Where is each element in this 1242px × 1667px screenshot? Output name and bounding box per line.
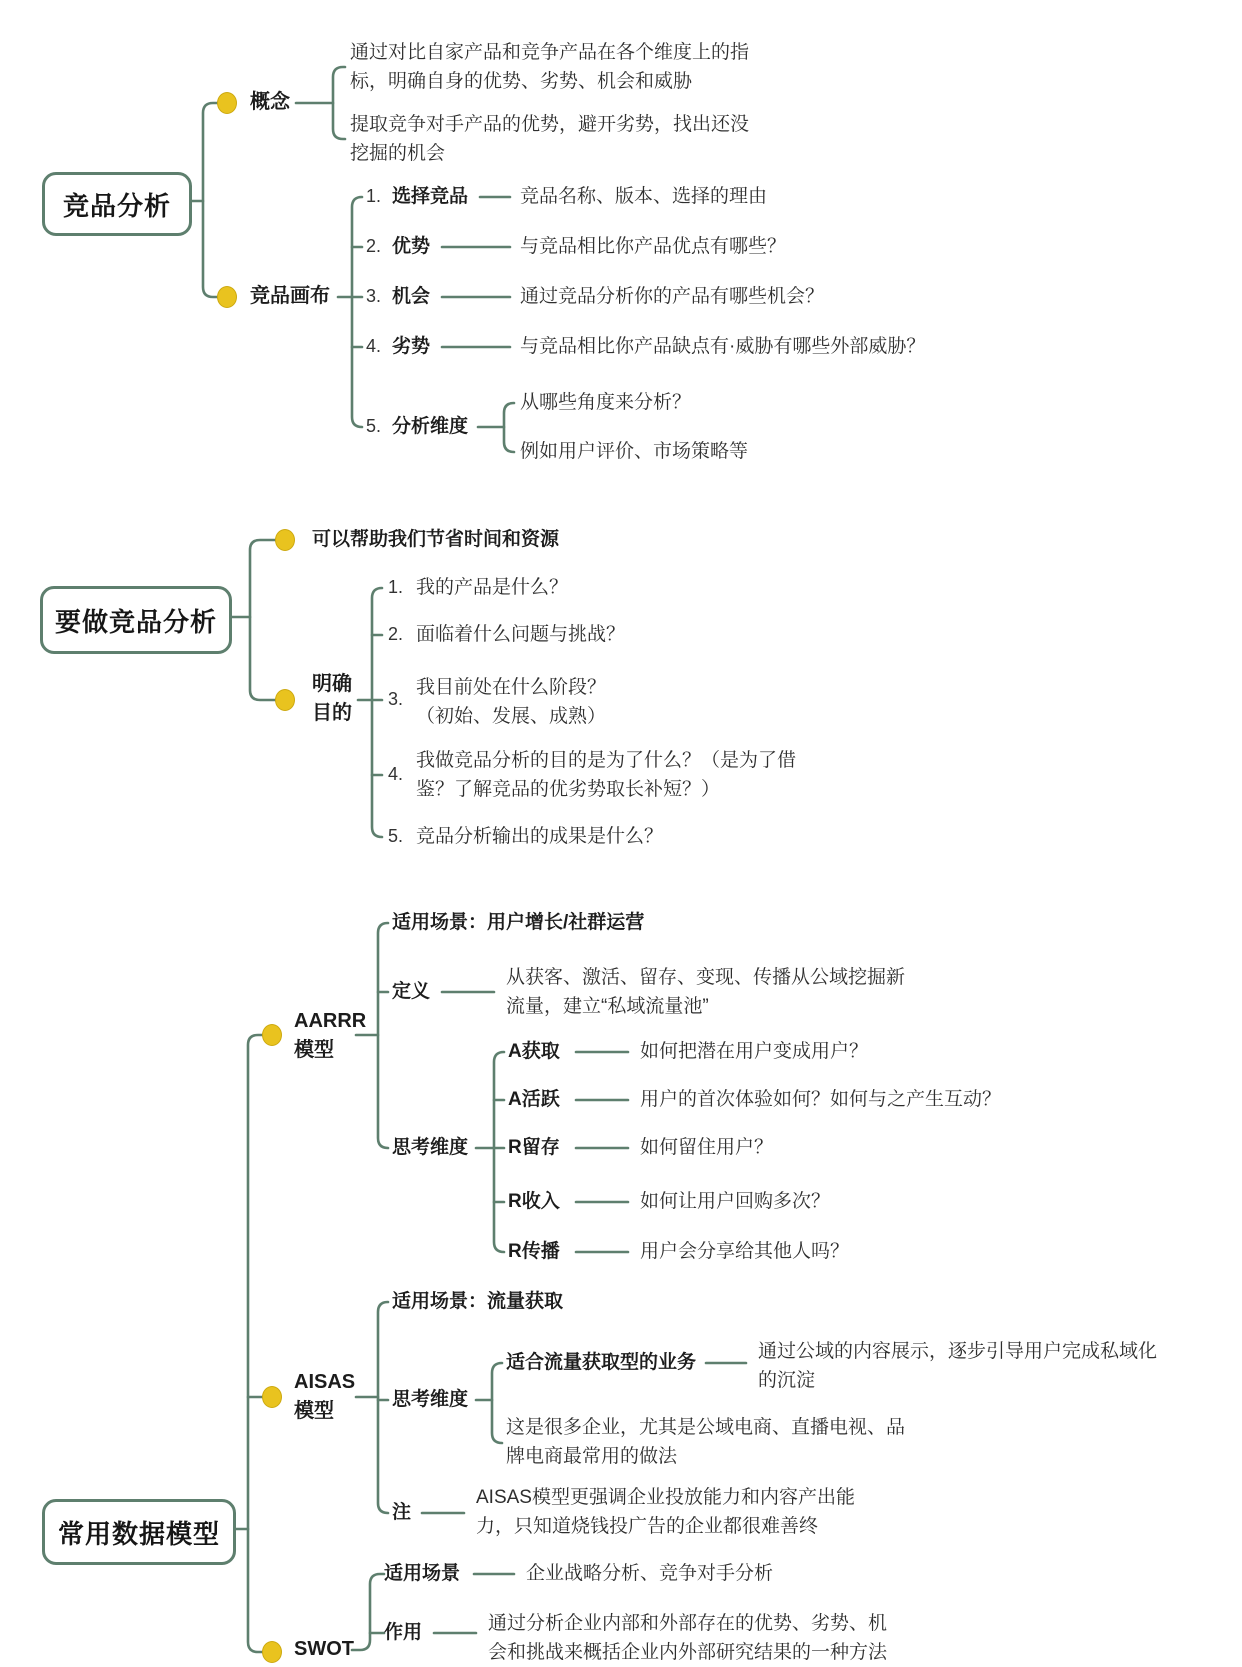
node-weaknesses: 劣势 xyxy=(392,336,431,357)
text-line: 挖掘的机会 xyxy=(350,143,446,164)
text-line: 明确 xyxy=(312,673,352,695)
text-line: AARRR xyxy=(294,1010,367,1032)
node-aisas-scene: 适用场景：流量获取 xyxy=(392,1291,564,1312)
text-line: 通过分析企业内部和外部存在的优势、劣势、机 xyxy=(488,1613,888,1634)
node-aarrr-scene: 适用场景：用户增长/社群运营 xyxy=(392,912,645,933)
item-number: 3. xyxy=(388,689,404,709)
text-line: AISAS xyxy=(294,1371,356,1393)
item-number: 5. xyxy=(388,826,404,846)
node-analysis-dimensions: 分析维度 xyxy=(392,416,469,437)
item-number: 3. xyxy=(366,286,382,306)
root-topic-common-data-models: 常用数据模型 xyxy=(42,1499,236,1565)
bullet-icon xyxy=(217,92,237,114)
leaf-text: 通过竞品分析你的产品有哪些机会？ xyxy=(520,286,825,307)
bullet-icon xyxy=(262,1024,282,1046)
bullet-icon xyxy=(275,689,295,711)
text-line: 提取竞争对手产品的优势，避开劣势，找出还没 xyxy=(350,114,750,135)
leaf-text: 如何让用户回购多次？ xyxy=(640,1191,831,1212)
text-line: 力，只知道烧钱投广告的企业都很难善终 xyxy=(476,1516,819,1537)
bullet-icon xyxy=(262,1386,282,1408)
node-opportunities: 机会 xyxy=(392,286,431,307)
bullet-icon xyxy=(262,1641,282,1663)
item-number: 2. xyxy=(366,236,382,256)
leaf-text: 与竞品相比你产品优点有哪些？ xyxy=(520,236,787,257)
leaf-text: 面临着什么问题与挑战？ xyxy=(416,624,626,645)
leaf-text xyxy=(506,1413,905,1471)
node-select-competitor: 选择竞品 xyxy=(392,186,469,207)
node-competitor-canvas: 竞品画布 xyxy=(250,285,330,307)
node-retention: R留存 xyxy=(508,1137,560,1158)
node-concept-definition-1 xyxy=(350,38,749,96)
node-strengths: 优势 xyxy=(392,236,431,257)
node-aarrr-thinking: 思考维度 xyxy=(392,1137,469,1158)
text-line: 模型 xyxy=(294,1400,334,1422)
root-topic-why-competitive-analysis: 要做竞品分析 xyxy=(40,586,232,654)
text-line: 流量，建立“私域流量池” xyxy=(506,996,709,1017)
item-number: 1. xyxy=(366,186,382,206)
node-aarrr-model xyxy=(294,1007,366,1065)
leaf-text: 如何把潜在用户变成用户？ xyxy=(640,1041,869,1062)
text-line: 的沉淀 xyxy=(758,1370,816,1391)
node-aisas-model xyxy=(294,1368,355,1426)
leaf-text: 从哪些角度来分析？ xyxy=(520,392,692,413)
text-line: 通过对比自家产品和竞争产品在各个维度上的指 xyxy=(350,42,750,63)
text-line: AISAS模型更强调企业投放能力和内容产出能 xyxy=(476,1487,855,1508)
leaf-text xyxy=(416,746,796,804)
leaf-text: 用户的首次体验如何？如何与之产生互动？ xyxy=(640,1089,1002,1110)
leaf-text: 企业战略分析、竞争对手分析 xyxy=(526,1563,774,1584)
item-number: 1. xyxy=(388,577,404,597)
text-line: 鉴？了解竞品的优劣势取长补短？） xyxy=(416,779,721,800)
leaf-text: 竞品分析输出的成果是什么？ xyxy=(416,826,664,847)
leaf-text: 竞品名称、版本、选择的理由 xyxy=(520,186,768,207)
leaf-text: 例如用户评价、市场策略等 xyxy=(520,441,749,462)
text-line: 牌电商最常用的做法 xyxy=(506,1446,678,1467)
bullet-icon xyxy=(217,286,237,308)
node-acquisition: A获取 xyxy=(508,1041,560,1062)
node-referral: R传播 xyxy=(508,1241,560,1262)
text-line: 通过公域的内容展示，逐步引导用户完成私域化 xyxy=(758,1341,1158,1362)
node-revenue: R收入 xyxy=(508,1191,560,1212)
text-line: 从获客、激活、留存、变现、传播从公域挖掘新 xyxy=(506,967,906,988)
node-swot-model: SWOT xyxy=(294,1638,354,1660)
item-number: 5. xyxy=(366,416,382,436)
text-line: 模型 xyxy=(294,1039,334,1061)
leaf-text: 用户会分享给其他人吗？ xyxy=(640,1241,850,1262)
text-line: 目的 xyxy=(312,702,352,724)
leaf-text xyxy=(506,963,905,1021)
leaf-text: 如何留住用户？ xyxy=(640,1137,774,1158)
leaf-text: 我的产品是什么？ xyxy=(416,577,569,598)
root-topic-competitive-analysis: 竞品分析 xyxy=(42,172,192,236)
text-line: 这是很多企业，尤其是公域电商、直播电视、品 xyxy=(506,1417,906,1438)
leaf-text xyxy=(758,1337,1157,1395)
node-save-time: 可以帮助我们节省时间和资源 xyxy=(312,529,560,550)
node-traffic-business: 适合流量获取型的业务 xyxy=(506,1352,697,1373)
node-aisas-thinking: 思考维度 xyxy=(392,1389,469,1410)
leaf-text: 与竞品相比你产品缺点有·威胁有哪些外部威胁？ xyxy=(520,336,926,357)
item-number: 4. xyxy=(366,336,382,356)
item-number: 4. xyxy=(388,764,404,784)
text-line: 标，明确自身的优势、劣势、机会和威胁 xyxy=(350,71,693,92)
node-clarify-purpose xyxy=(312,670,352,728)
node-activation: A活跃 xyxy=(508,1089,560,1110)
node-aarrr-definition: 定义 xyxy=(392,981,431,1002)
leaf-text xyxy=(476,1483,855,1541)
bullet-icon xyxy=(275,529,295,551)
text-line: （初始、发展、成熟） xyxy=(416,706,607,727)
leaf-text xyxy=(488,1609,887,1667)
item-number: 2. xyxy=(388,624,404,644)
text-line: 我目前处在什么阶段？ xyxy=(416,677,607,698)
text-line: 会和挑战来概括企业内外部研究结果的一种方法 xyxy=(488,1642,888,1663)
node-concept-definition-2 xyxy=(350,110,749,168)
node-swot-role: 作用 xyxy=(384,1622,423,1643)
node-swot-scene: 适用场景 xyxy=(384,1563,461,1584)
node-aisas-note: 注 xyxy=(392,1502,412,1523)
leaf-text xyxy=(416,673,606,731)
text-line: 我做竞品分析的目的是为了什么？（是为了借 xyxy=(416,750,797,771)
node-concept: 概念 xyxy=(250,91,290,113)
